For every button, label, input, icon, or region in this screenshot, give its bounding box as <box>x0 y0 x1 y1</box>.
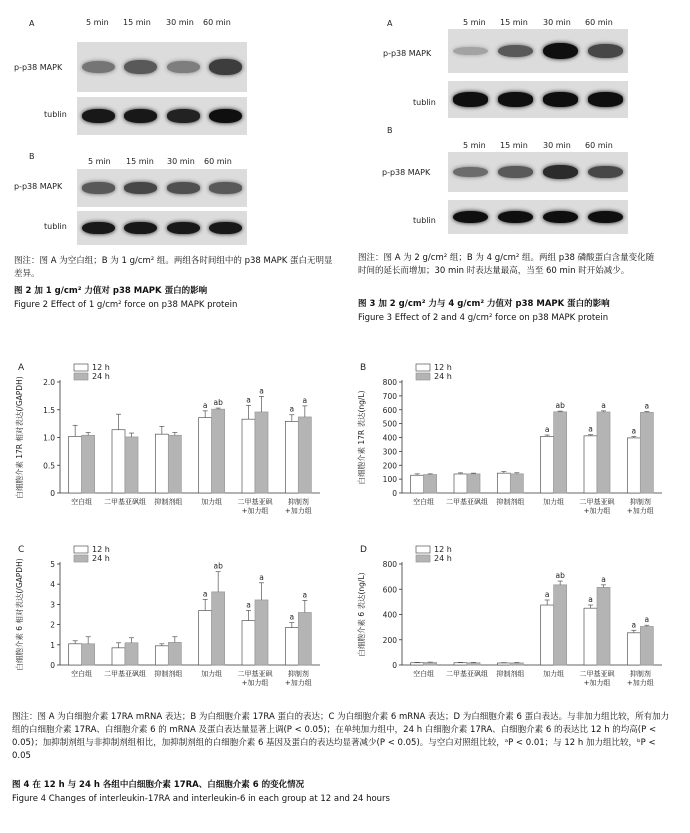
significance-mark: a <box>644 401 650 411</box>
bar-24h <box>212 409 225 493</box>
panel-label: B <box>360 363 367 373</box>
y-tick-label: 200 <box>382 461 397 471</box>
blot-band <box>588 166 623 179</box>
fig2-title-cn: 图 2 加 1 g/cm² 力值对 p38 MAPK 蛋白的影响 <box>14 286 208 296</box>
blot-band <box>543 211 578 224</box>
y-axis-label: 白细胞介素 17R 相对表达(/GAPDH) <box>15 376 24 499</box>
x-tick-label: 二甲基亚砜组 <box>446 670 488 678</box>
significance-mark: a <box>601 574 606 584</box>
y-tick-label: 300 <box>382 447 397 457</box>
x-tick-label: 抑制剂 <box>629 670 651 678</box>
fig2b-lane-2: 15 min <box>126 157 154 166</box>
bar-24h <box>467 663 480 665</box>
bar-24h <box>424 475 437 493</box>
fig3b-blot-pp38 <box>448 152 628 192</box>
x-tick-label: +加力组 <box>583 507 611 515</box>
bar-24h <box>255 412 268 493</box>
x-tick-label: +加力组 <box>583 679 611 687</box>
blot-band <box>498 166 533 178</box>
blot-band <box>498 92 533 106</box>
fig3-title-cn: 图 3 加 2 g/cm² 力与 4 g/cm² 力值对 p38 MAPK 蛋白的影响 <box>358 299 610 309</box>
significance-mark: ab <box>555 571 565 581</box>
fig4-note: 图注：图 A 为白细胞介素 17RA mRNA 表达；B 为白细胞介素 17RA 蛋白的表达；C 为白细胞介素 6 mRNA 表达；D 为白细胞介素 6 蛋白表达。与非加力组比较，所有加力组的白细胞介素 17RA、白细胞介素 6 的 mRNA 及蛋白表达量显著上调(P < 0.05)；在单纯加力组中，24 h 白细胞介素 17RA、白细胞介素 6 的表达比 12 h 的均高(P < 0.05)；加抑制剂组与非抑制剂组相比，加抑制剂组的白细胞介素 6 基因及蛋白的表达均显著减少(P < 0.05)。与空白对照组比较，ᵃP < 0.01；与 12 h 加力组比较，ᵇP < 0.05 <box>12 712 670 761</box>
blot-band <box>82 61 115 74</box>
legend-swatch-12h <box>74 546 88 553</box>
bar-12h <box>411 663 424 665</box>
significance-mark: ab <box>213 398 223 408</box>
bar-12h <box>497 473 510 493</box>
significance-mark: a <box>202 400 208 410</box>
legend-label-24h: 24 h <box>434 554 452 563</box>
x-tick-label: 抑制剂组 <box>154 670 183 678</box>
significance-mark: ab <box>213 561 223 571</box>
bar-12h <box>199 418 212 493</box>
x-tick-label: 二甲基亚砜 <box>579 498 615 506</box>
blot-band <box>209 222 242 235</box>
x-tick-label: +加力组 <box>241 507 269 515</box>
bar-12h <box>69 436 82 493</box>
chart-b-il17r-protein <box>350 358 670 533</box>
bar-24h <box>255 600 268 665</box>
bar-24h <box>467 474 480 493</box>
x-tick-label: 加力组 <box>543 498 565 506</box>
fig2-note: 图注：图 A 为空白组；B 为 1 g/cm² 组。两组各时间组中的 p38 MAPK 蛋白无明显差异。 <box>14 256 333 279</box>
legend-label-12h: 12 h <box>434 363 452 372</box>
bar-12h <box>69 644 82 665</box>
x-tick-label: 二甲基亚砜组 <box>104 670 146 678</box>
x-tick-label: 空白组 <box>413 670 435 678</box>
bar-12h <box>454 663 467 665</box>
fig3a-lane-2: 15 min <box>500 18 528 27</box>
fig2-panel-a-label: A <box>29 19 35 28</box>
blot-band <box>82 109 115 123</box>
x-tick-label: 二甲基亚砜 <box>237 498 273 506</box>
fig2a-lane-3: 30 min <box>166 18 194 27</box>
bar-24h <box>82 435 95 493</box>
significance-mark: a <box>259 386 264 396</box>
y-tick-label: 0 <box>50 661 55 670</box>
significance-mark: a <box>631 620 637 630</box>
bar-12h <box>627 438 640 493</box>
x-tick-label: 抑制剂 <box>287 670 309 678</box>
x-tick-label: 空白组 <box>71 498 93 506</box>
blot-band <box>453 167 488 178</box>
y-tick-label: 400 <box>382 433 397 443</box>
bar-24h <box>298 417 311 493</box>
y-tick-label: 600 <box>382 585 397 595</box>
significance-mark: a <box>631 426 637 436</box>
y-tick-label: 600 <box>382 405 397 415</box>
bar-12h <box>454 474 467 493</box>
significance-mark: a <box>302 590 308 600</box>
legend-swatch-24h <box>416 555 430 562</box>
significance-mark: a <box>588 424 593 434</box>
y-tick-label: 3 <box>50 600 55 610</box>
legend-label-12h: 12 h <box>92 363 110 372</box>
x-tick-label: 抑制剂组 <box>496 498 525 506</box>
blot-band <box>82 222 115 235</box>
fig2b-lane-1: 5 min <box>88 157 111 166</box>
fig3b-lane-2: 15 min <box>500 141 528 150</box>
fig2a-lane-2: 15 min <box>123 18 151 27</box>
fig2a-row2-label: tublin <box>44 110 67 119</box>
blot-band <box>124 182 157 194</box>
fig2a-blot-pp38 <box>77 42 247 92</box>
fig2a-lane-1: 5 min <box>86 18 109 27</box>
fig2b-row2-label: tublin <box>44 222 67 231</box>
bar-12h <box>242 419 255 493</box>
fig3-panel-b-label: B <box>387 126 393 135</box>
x-tick-label: 二甲基亚砜 <box>237 670 273 678</box>
fig3a-blot-pp38 <box>448 29 628 73</box>
y-tick-label: 4 <box>50 580 55 590</box>
fig3-note: 图注：图 A 为 2 g/cm² 组；B 为 4 g/cm² 组。两组 p38 磷酸蛋白含量变化随时间的延长而增加；30 min 时表达量最高，当至 60 min 时开始减少。 <box>358 253 655 276</box>
fig2b-lane-3: 30 min <box>167 157 195 166</box>
panel-label: D <box>360 545 367 555</box>
legend-swatch-12h <box>416 364 430 371</box>
y-tick-label: 400 <box>382 610 397 620</box>
legend-swatch-24h <box>416 373 430 380</box>
blot-band <box>498 45 533 58</box>
bar-12h <box>541 605 554 665</box>
blot-band <box>124 60 157 75</box>
y-axis-label: 白细胞介素 17R 表达(ng/L) <box>357 390 366 485</box>
significance-mark: a <box>246 395 251 405</box>
x-tick-label: 抑制剂 <box>629 498 651 506</box>
fig2b-blot-pp38 <box>77 169 247 207</box>
fig3a-lane-4: 60 min <box>585 18 613 27</box>
bar-12h <box>242 621 255 665</box>
fig3b-lane-4: 60 min <box>585 141 613 150</box>
bar-24h <box>554 585 567 665</box>
y-tick-label: 1.0 <box>43 433 55 443</box>
blot-band <box>82 182 115 193</box>
significance-mark: a <box>259 572 264 582</box>
y-tick-label: 1 <box>50 640 55 650</box>
y-tick-label: 100 <box>382 475 397 485</box>
panel-label: A <box>18 363 25 373</box>
bar-24h <box>125 437 138 493</box>
legend-swatch-24h <box>74 555 88 562</box>
significance-mark: a <box>289 404 295 414</box>
x-tick-label: +加力组 <box>284 679 312 687</box>
chart-d-il6-protein <box>350 540 670 705</box>
bar-24h <box>82 644 95 665</box>
panel-label: C <box>18 545 25 555</box>
blot-band <box>209 59 242 75</box>
fig3a-lane-1: 5 min <box>463 18 486 27</box>
bar-12h <box>155 434 168 493</box>
fig3-panel-a-label: A <box>387 19 393 28</box>
x-tick-label: +加力组 <box>626 507 654 515</box>
blot-band <box>209 109 242 123</box>
bar-12h <box>112 648 125 665</box>
blot-band <box>124 109 157 123</box>
fig2a-row1-label: p-p38 MAPK <box>14 63 63 72</box>
legend-swatch-24h <box>74 373 88 380</box>
significance-mark: a <box>544 425 550 435</box>
blot-band <box>167 109 200 123</box>
fig2b-lane-4: 60 min <box>204 157 232 166</box>
significance-mark: a <box>246 600 251 610</box>
x-tick-label: 抑制剂组 <box>496 670 525 678</box>
fig2b-blot-tublin <box>77 211 247 245</box>
bar-24h <box>424 662 437 665</box>
fig2b-row1-label: p-p38 MAPK <box>14 182 63 191</box>
blot-band <box>167 61 200 73</box>
y-tick-label: 200 <box>382 635 397 645</box>
blot-band <box>124 222 157 235</box>
blot-band <box>543 165 578 179</box>
significance-mark: a <box>644 615 650 625</box>
chart-c-il6-mrna <box>8 540 328 705</box>
y-tick-label: 1.5 <box>43 405 55 415</box>
legend-swatch-12h <box>74 364 88 371</box>
bar-24h <box>554 412 567 493</box>
significance-mark: a <box>302 395 308 405</box>
bar-24h <box>168 642 181 665</box>
x-tick-label: 二甲基亚砜组 <box>446 498 488 506</box>
fig3a-row2-label: tublin <box>413 98 436 107</box>
fig3b-row2-label: tublin <box>413 216 436 225</box>
significance-mark: ab <box>555 401 565 411</box>
legend-swatch-12h <box>416 546 430 553</box>
blot-band <box>588 44 623 58</box>
bar-12h <box>584 436 597 493</box>
y-tick-label: 0 <box>392 661 397 670</box>
bar-24h <box>298 612 311 665</box>
blot-band <box>167 182 200 194</box>
bar-12h <box>285 628 298 665</box>
legend-label-24h: 24 h <box>434 372 452 381</box>
x-tick-label: 空白组 <box>71 670 93 678</box>
y-tick-label: 2.0 <box>43 378 55 387</box>
y-tick-label: 0 <box>50 489 55 498</box>
fig4-title-en: Figure 4 Changes of interleukin-17RA and interleukin-6 in each group at 12 and 24 hours <box>12 794 390 804</box>
fig3b-lane-1: 5 min <box>463 141 486 150</box>
bar-12h <box>411 475 424 493</box>
fig2-title-en: Figure 2 Effect of 1 g/cm² force on p38 MAPK protein <box>14 300 238 310</box>
significance-mark: a <box>202 589 208 599</box>
bar-24h <box>597 412 610 493</box>
legend-label-12h: 12 h <box>434 545 452 554</box>
fig3a-lane-3: 30 min <box>543 18 571 27</box>
fig3b-blot-tublin <box>448 200 628 234</box>
x-tick-label: +加力组 <box>626 679 654 687</box>
significance-mark: a <box>601 400 606 410</box>
bar-24h <box>125 643 138 665</box>
chart-a-il17r-mrna <box>8 358 328 533</box>
blot-band <box>209 182 242 193</box>
legend-label-24h: 24 h <box>92 372 110 381</box>
y-tick-label: 2 <box>50 620 55 630</box>
bar-12h <box>112 430 125 493</box>
y-tick-label: 700 <box>382 391 397 401</box>
bar-12h <box>497 663 510 665</box>
y-tick-label: 800 <box>382 560 397 569</box>
y-tick-label: 800 <box>382 378 397 387</box>
y-tick-label: 5 <box>50 560 55 569</box>
bar-24h <box>597 587 610 665</box>
blot-band <box>453 92 488 106</box>
bar-12h <box>199 610 212 665</box>
fig3a-blot-tublin <box>448 81 628 118</box>
blot-band <box>498 211 533 224</box>
bar-12h <box>584 608 597 665</box>
blot-band <box>588 211 623 224</box>
significance-mark: a <box>588 595 593 605</box>
x-tick-label: 空白组 <box>413 498 435 506</box>
fig3b-row1-label: p-p38 MAPK <box>382 168 431 177</box>
fig2a-lane-4: 60 min <box>203 18 231 27</box>
bar-12h <box>155 646 168 665</box>
bar-12h <box>541 436 554 493</box>
x-tick-label: +加力组 <box>284 507 312 515</box>
blot-band <box>453 47 488 56</box>
x-tick-label: 二甲基亚砜组 <box>104 498 146 506</box>
blot-band <box>167 222 200 235</box>
fig2a-blot-tublin <box>77 97 247 135</box>
bar-24h <box>510 663 523 665</box>
bar-24h <box>640 626 653 665</box>
y-tick-label: 0 <box>392 489 397 498</box>
bar-24h <box>640 412 653 493</box>
significance-mark: a <box>544 589 550 599</box>
bar-12h <box>627 633 640 665</box>
bar-12h <box>285 421 298 493</box>
x-tick-label: +加力组 <box>241 679 269 687</box>
x-tick-label: 抑制剂 <box>287 498 309 506</box>
fig2-panel-b-label: B <box>29 152 35 161</box>
blot-band <box>453 211 488 224</box>
legend-label-24h: 24 h <box>92 554 110 563</box>
x-tick-label: 加力组 <box>201 670 223 678</box>
x-tick-label: 二甲基亚砜 <box>579 670 615 678</box>
y-tick-label: 0.5 <box>43 461 55 471</box>
bar-24h <box>212 592 225 665</box>
significance-mark: a <box>289 612 295 622</box>
y-axis-label: 白细胞介素 6 表达(ng/L) <box>357 572 366 657</box>
bar-24h <box>168 435 181 493</box>
blot-band <box>543 92 578 106</box>
blot-band <box>588 92 623 106</box>
fig3-title-en: Figure 3 Effect of 2 and 4 g/cm² force on p38 MAPK protein <box>358 313 609 323</box>
legend-label-12h: 12 h <box>92 545 110 554</box>
x-tick-label: 加力组 <box>201 498 223 506</box>
blot-band <box>543 43 578 60</box>
y-tick-label: 500 <box>382 419 397 429</box>
x-tick-label: 抑制剂组 <box>154 498 183 506</box>
fig3b-lane-3: 30 min <box>543 141 571 150</box>
x-tick-label: 加力组 <box>543 670 565 678</box>
fig4-title-cn: 图 4 在 12 h 与 24 h 各组中白细胞介素 17RA、白细胞介素 6 的变化情况 <box>12 780 305 790</box>
y-axis-label: 白细胞介素 6 相对表达(/GAPDH) <box>15 558 24 671</box>
bar-24h <box>510 474 523 493</box>
fig3a-row1-label: p-p38 MAPK <box>383 49 432 58</box>
